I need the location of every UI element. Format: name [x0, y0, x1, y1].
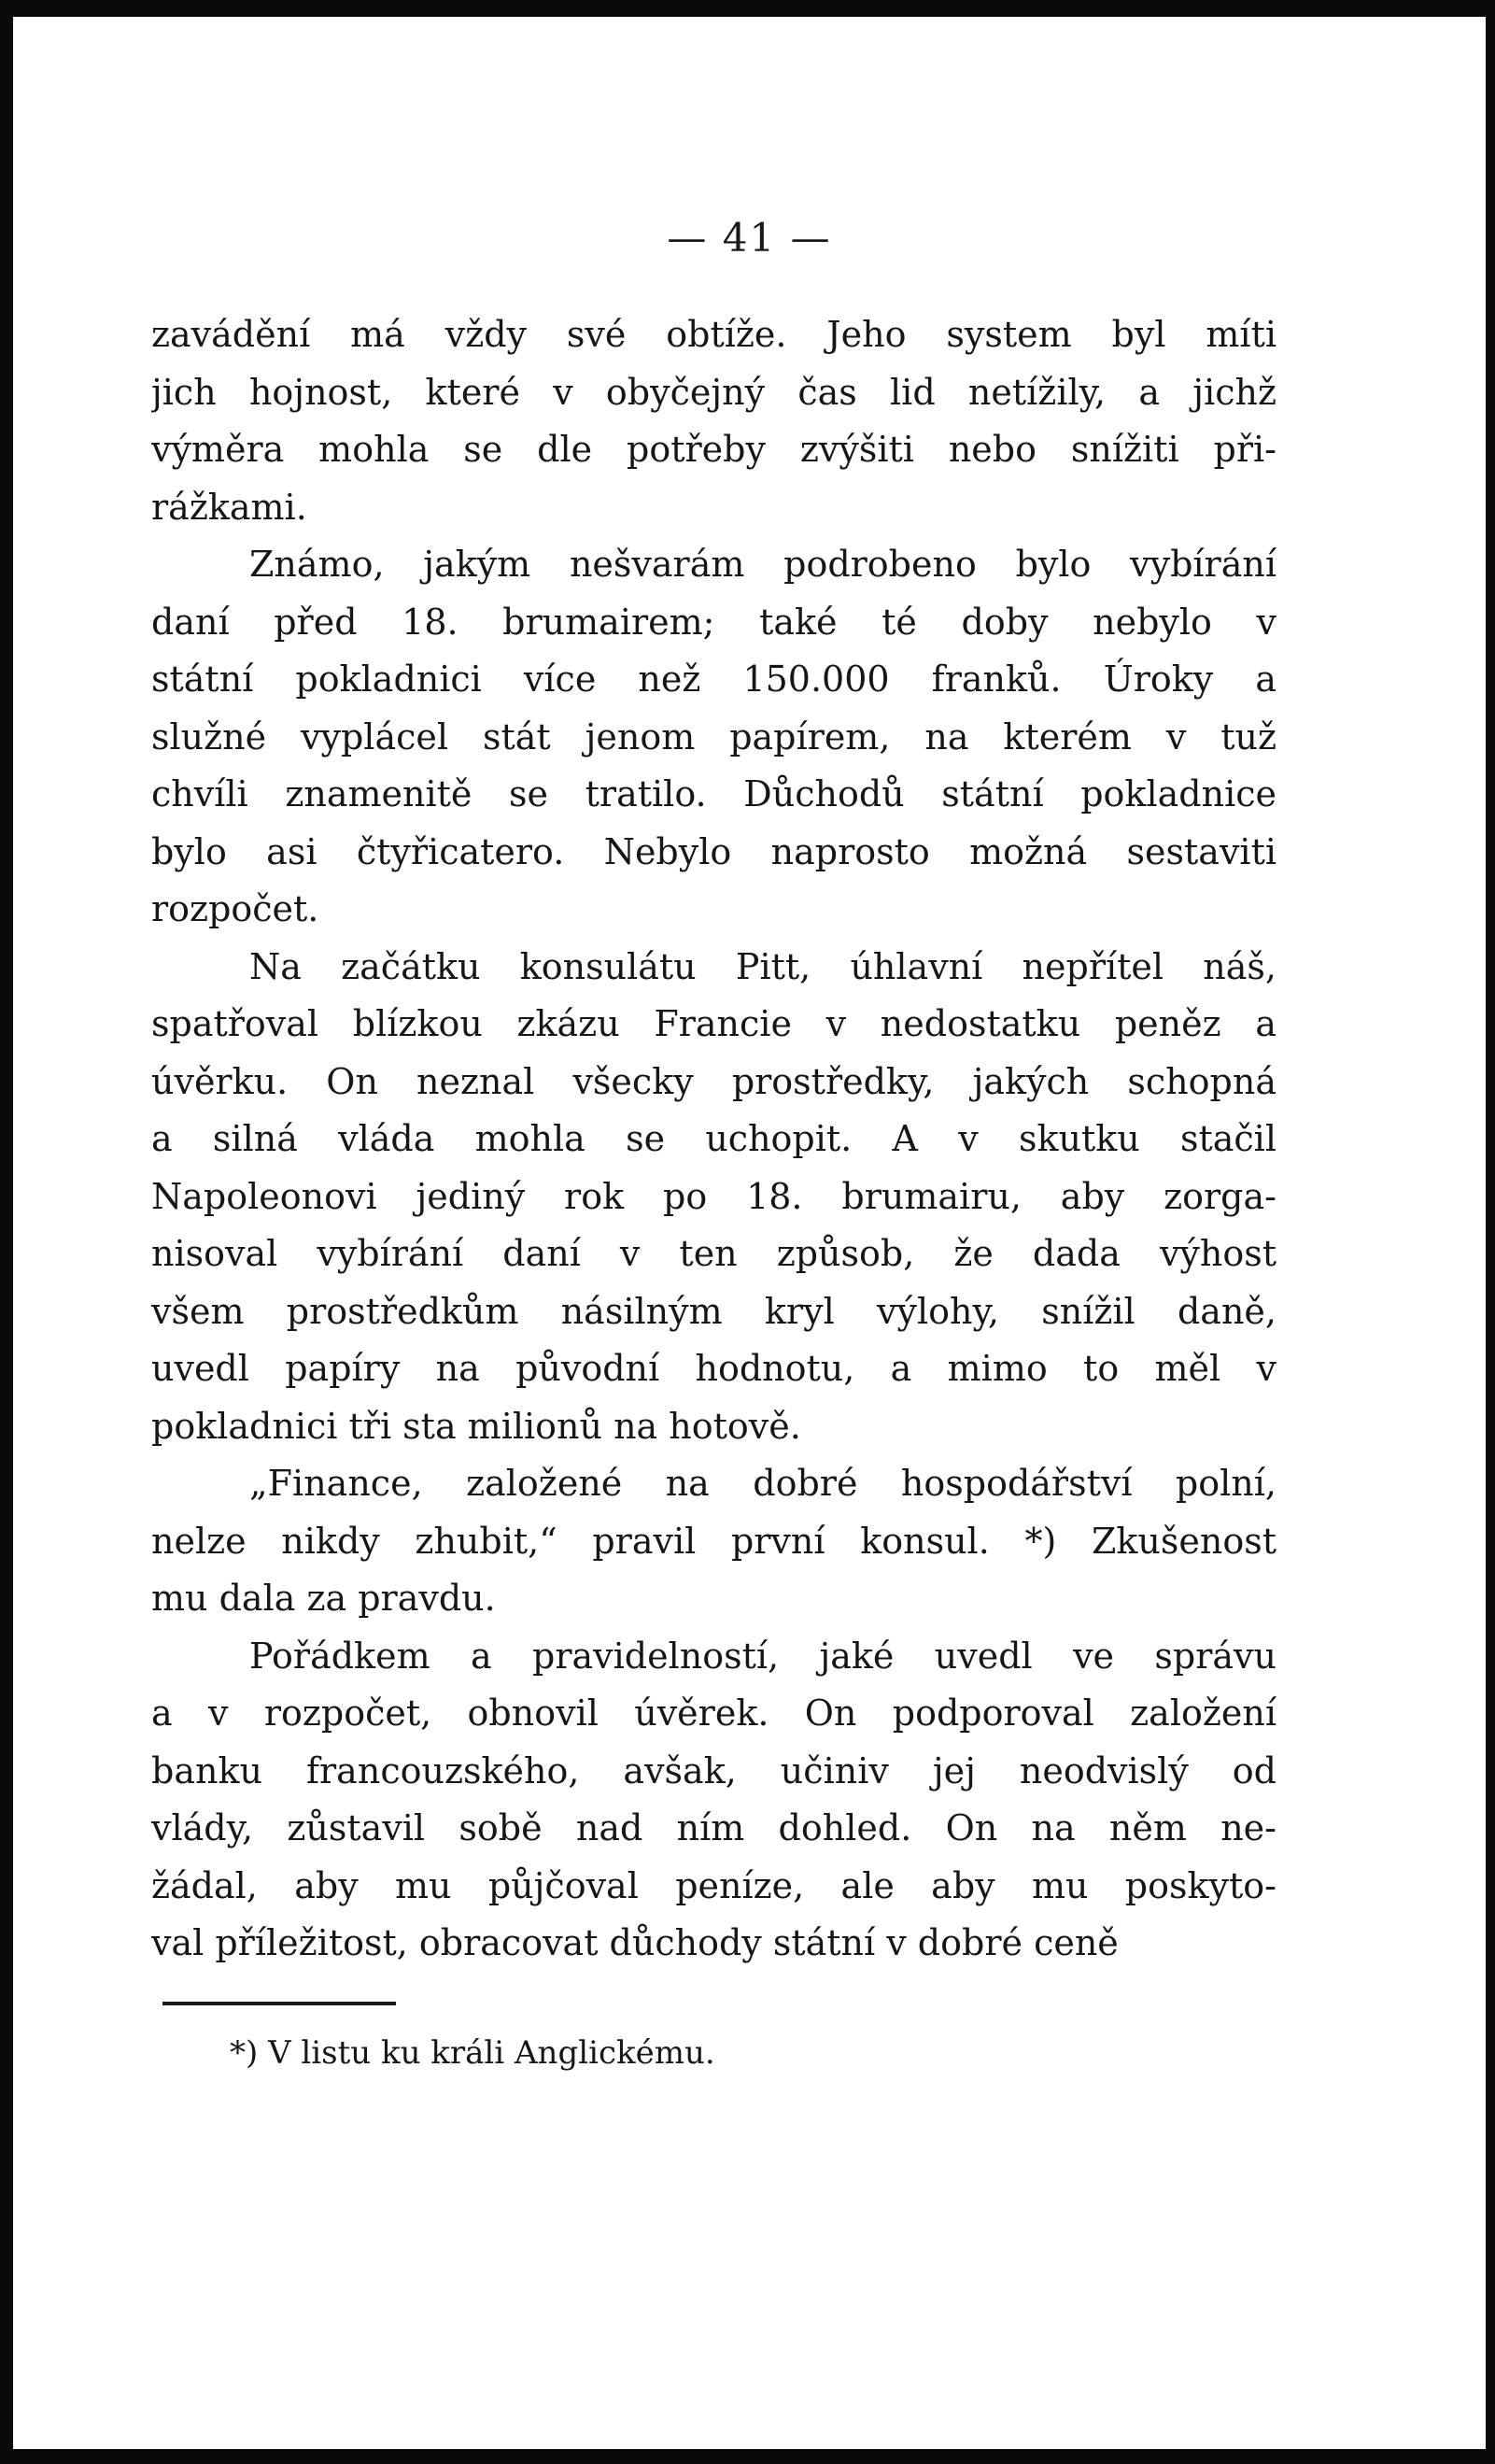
- text-line: rážkami.: [151, 486, 307, 528]
- text-line: všem prostředkům násilným kryl výlohy, snížil daně,: [151, 1290, 1276, 1332]
- text-line: Známo, jakým nešvarám podrobeno bylo vybírání: [249, 544, 1276, 585]
- book-page: [13, 17, 1486, 2449]
- text-line: služné vyplácel stát jenom papírem, na kterém v tuž: [151, 715, 1276, 758]
- text-line: spatřoval blízkou zkázu Francie v nedostatku peněz a: [151, 1003, 1276, 1044]
- scan-border-right: [1486, 0, 1495, 2464]
- text-line: žádal, aby mu půjčoval peníze, ale aby mu poskyto-: [151, 1864, 1276, 1906]
- text-line: daní před 18. brumairem; také té doby nebylo v: [151, 601, 1276, 643]
- text-line: jich hojnost, které v obyčejný čas lid netížily, a jichž: [151, 371, 1276, 413]
- text-line: rozpočet.: [151, 888, 319, 929]
- text-line: vlády, zůstavil sobě nad ním dohled. On na něm ne-: [151, 1807, 1276, 1848]
- text-line: Na začátku konsulátu Pitt, úhlavní nepřítel náš,: [249, 945, 1276, 987]
- text-line: chvíli znamenitě se tratilo. Důchodů státní pokladnice: [151, 773, 1276, 814]
- text-line: Pořádkem a pravidelností, jaké uvedl ve správu: [249, 1635, 1276, 1677]
- scan-border-bottom: [0, 2449, 1495, 2464]
- text-line: bylo asi čtyřicatero. Nebylo naprosto možná sestaviti: [151, 830, 1276, 872]
- text-line: mu dala za pravdu.: [151, 1578, 496, 1619]
- footnote-separator: [162, 2002, 396, 2005]
- text-line: a silná vláda mohla se uchopit. A v skutku stačil: [151, 1118, 1276, 1159]
- text-line: nelze nikdy zhubit,“ pravil první konsul. *) Zkušenost: [151, 1520, 1276, 1562]
- page-body-text: [151, 306, 1276, 1978]
- text-line: „Finance, založené na dobré hospodářství polní,: [249, 1463, 1276, 1504]
- scan-border-left: [0, 0, 13, 2464]
- page-number: — 41 —: [667, 215, 832, 261]
- text-line: pokladnici tři sta milionů na hotově.: [151, 1405, 801, 1447]
- text-line: a v rozpočet, obnovil úvěrek. On podporoval založení: [151, 1692, 1276, 1734]
- text-line: úvěrku. On neznal všecky prostředky, jakých schopná: [151, 1060, 1276, 1102]
- text-line: val příležitost, obracovat důchody státní v dobré ceně: [151, 1922, 1119, 1963]
- text-line: výměra mohla se dle potřeby zvýšiti nebo snížiti při-: [151, 429, 1276, 470]
- text-line: zavádění má vždy své obtíže. Jeho system byl míti: [151, 314, 1276, 355]
- text-line: státní pokladnici více než 150.000 franků. Úroky a: [151, 658, 1276, 700]
- text-line: banku francouzského, avšak, učiniv jej neodvislý od: [151, 1749, 1276, 1791]
- text-line: uvedl papíry na původní hodnotu, a mimo to měl v: [151, 1348, 1276, 1389]
- footnote: *) V listu ku králi Anglickému.: [230, 2034, 715, 2072]
- scan-border-top: [0, 0, 1495, 17]
- text-line: Napoleonovi jediný rok po 18. brumairu, aby zorga-: [151, 1175, 1276, 1217]
- text-line: nisoval vybírání daní v ten způsob, že dada výhost: [151, 1233, 1276, 1274]
